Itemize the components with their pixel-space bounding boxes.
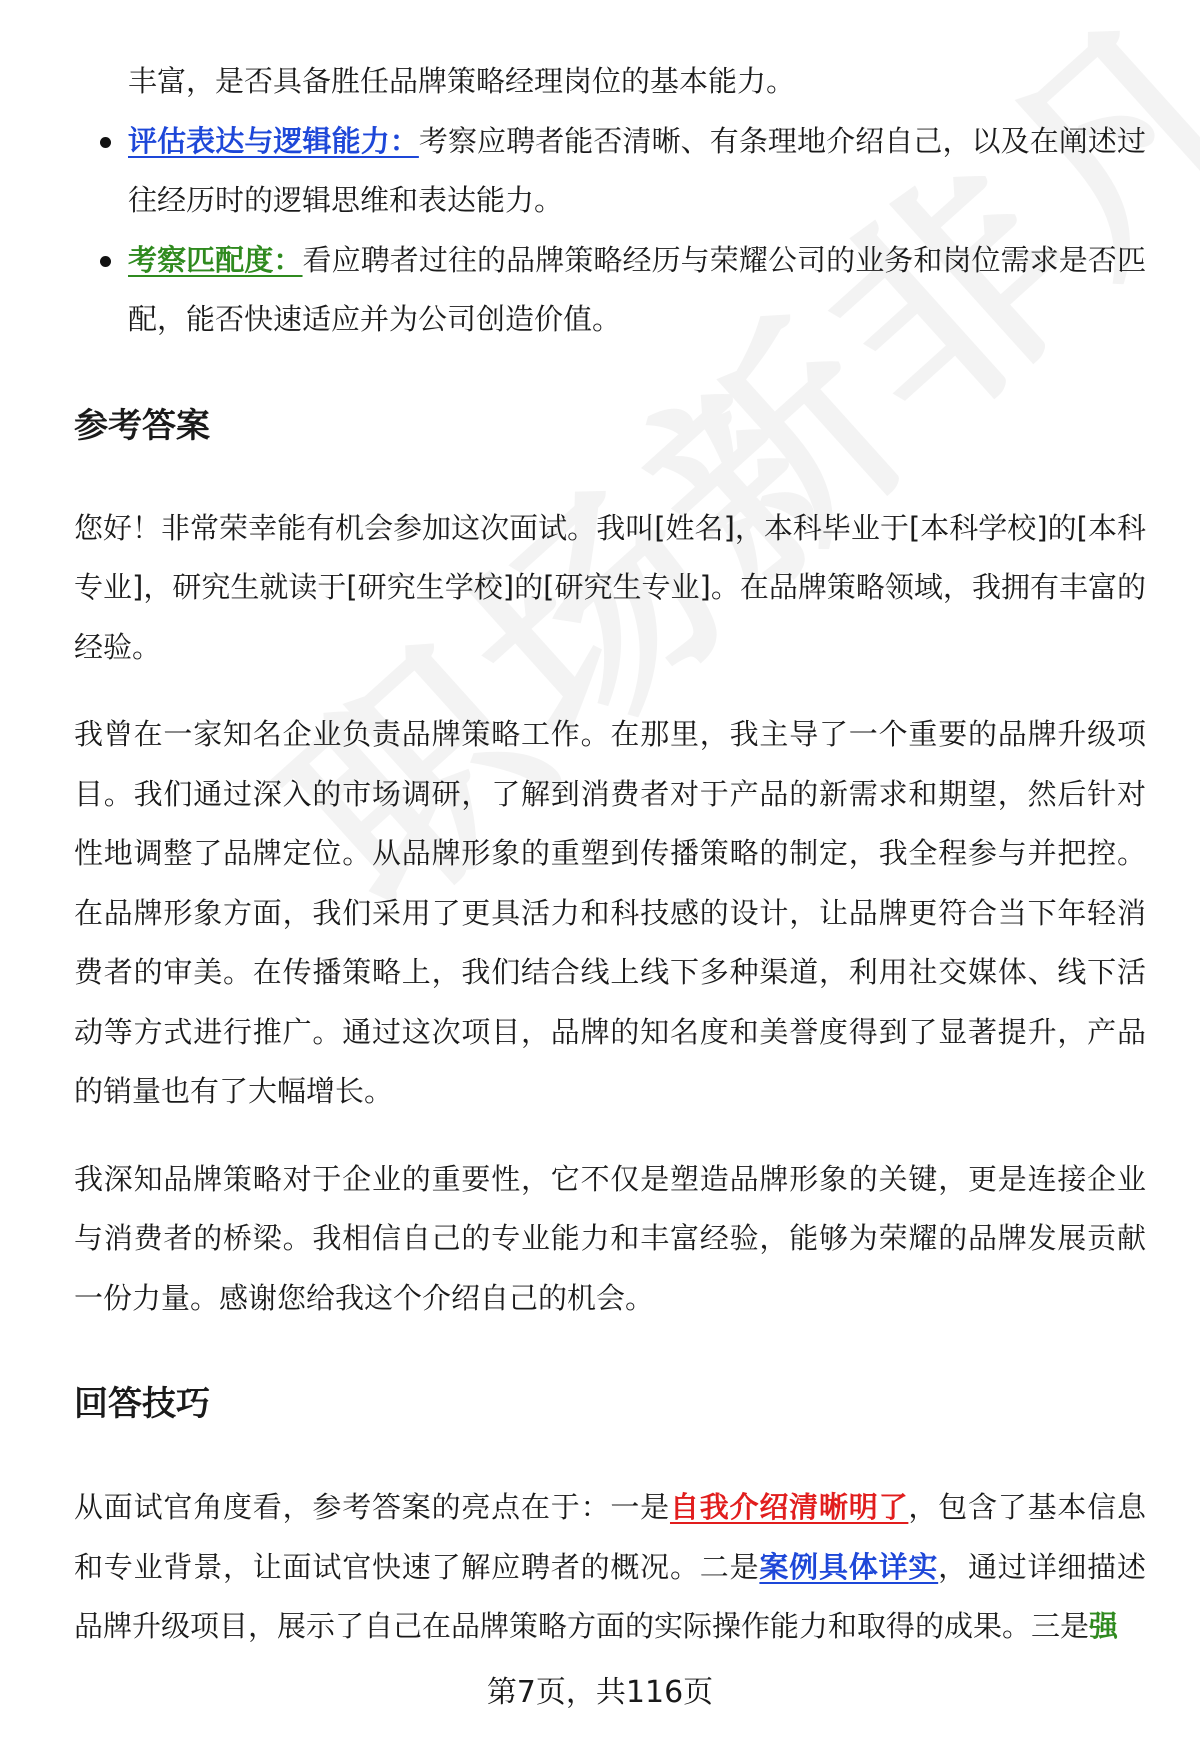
answer-paragraph: 我深知品牌策略对于企业的重要性，它不仅是塑造品牌形象的关键，更是连接企业与消费者的桥梁。我相信自己的专业能力和丰富经验，能够为荣耀的品牌发展贡献一份力量。感谢您给我这个介绍自己的机会。 (74, 1161, 1146, 1315)
tips-paragraph (74, 1478, 1146, 1657)
paragraph-gap (74, 1122, 1146, 1150)
bullet-text: 考察应聘者能否清晰、有条理地介绍自己，以及在阐述过往经历时的逻辑思维和表达能力。 (128, 123, 1146, 217)
bullet-label: 考察匹配度： (128, 242, 303, 277)
section-heading-reference-answer: 参考答案 (74, 405, 210, 446)
answer-paragraph: 您好！非常荣幸能有机会参加这次面试。我叫[姓名]，本科毕业于[本科学校]的[本科专业]，研究生就读于[研究生学校]的[研究生专业]。在品牌策略领域，我拥有丰富的经验。 (74, 510, 1146, 664)
tips-text: ，通过详细描述品牌升级项目，展示了自己在品牌策略方面的实际操作能力和取得的成果。三是 (74, 1549, 1146, 1643)
highlight-green: 强 (1089, 1609, 1119, 1643)
answer-paragraph: 我曾在一家知名企业负责品牌策略工作。在那里，我主导了一个重要的品牌升级项目。我们通过深入的市场调研，了解到消费者对于产品的新需求和期望，然后针对性地调整了品牌定位。从品牌形象的重塑到传播策略的制定，我全程参与并把控。在品牌形象方面，我们采用了更具活力和科技感的设计，让品牌更符合当下年轻消费者的审美。在传播策略上，我们结合线上线下多种渠道，利用社交媒体、线下活动等方式进行推广。通过这次项目，品牌的知名度和美誉度得到了显著提升，产品的销量也有了大幅增长。 (74, 717, 1146, 1108)
paragraph-gap (74, 677, 1146, 705)
highlight-red: 自我介绍清晰明了 (669, 1490, 909, 1524)
bullet-dot-icon (100, 137, 111, 148)
bullet-dot-icon (100, 256, 111, 267)
bullet-continuation: 丰富，是否具备胜任品牌策略经理岗位的基本能力。 (128, 64, 796, 98)
bullet-text: 看应聘者过往的品牌策略经历与荣耀公司的业务和岗位需求是否匹配，能否快速适应并为公司创造价值。 (128, 242, 1146, 336)
page-content (74, 52, 1146, 1657)
bullet-item-expression-logic (74, 112, 1146, 231)
highlight-blue: 案例具体详实 (759, 1549, 939, 1584)
section-heading-answer-tips: 回答技巧 (74, 1384, 210, 1424)
bullet-label: 评估表达与逻辑能力： (128, 123, 419, 158)
evaluation-bullet-list (74, 112, 1146, 350)
page-number-footer: 第7页，共116页 (486, 1675, 714, 1710)
bullet-item-match-degree (74, 231, 1146, 350)
tips-text: 从面试官角度看，参考答案的亮点在于：一是 (74, 1490, 670, 1524)
tips-text: ，包含了基本信息和专业背景，让面试官快速了解应聘者的概况。二是 (74, 1490, 1146, 1584)
